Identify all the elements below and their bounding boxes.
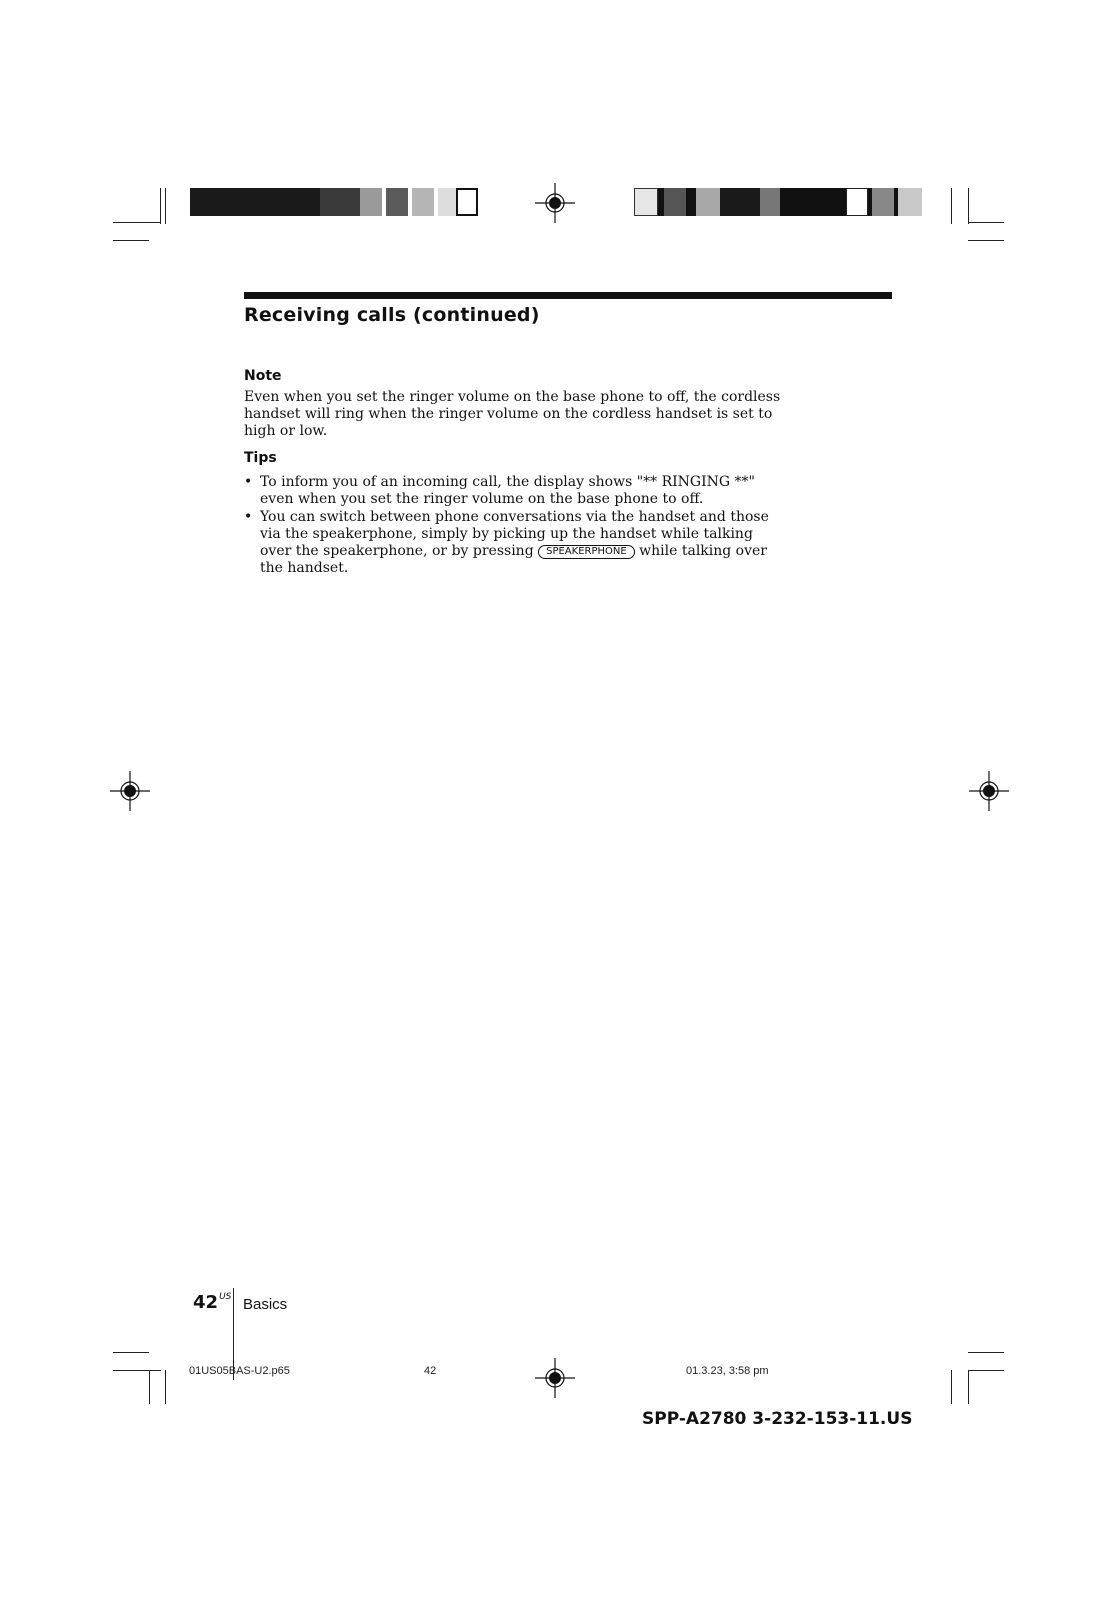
crop-mark bbox=[968, 222, 1004, 223]
registration-mark-icon bbox=[535, 183, 575, 223]
crop-mark bbox=[968, 240, 1004, 241]
note-text: Even when you set the ringer volume on the base phone to off, the cordless handset will ring when the ringer volume on the cordless handset is set to high or low. bbox=[244, 389, 781, 439]
heading-rule bbox=[244, 292, 892, 299]
crop-mark bbox=[160, 188, 161, 224]
tip-text: You can switch between phone conversations via the handset and those via the speakerphone, simply by picking up the handset while talking over the speakerphone, or by pressing bbox=[260, 509, 769, 559]
crop-mark bbox=[968, 1370, 969, 1404]
page-number bbox=[193, 1292, 231, 1313]
registration-mark-icon bbox=[535, 1358, 575, 1398]
page-number-suffix: US bbox=[219, 1292, 232, 1302]
sheet-number: 42 bbox=[424, 1365, 437, 1377]
page-title: Receiving calls (continued) bbox=[244, 304, 540, 326]
crop-mark bbox=[113, 1370, 161, 1371]
crop-mark bbox=[113, 240, 149, 241]
tip-text: while talking over the handset. bbox=[260, 543, 768, 576]
page-number-value: 42 bbox=[193, 1292, 219, 1313]
crop-mark bbox=[968, 1370, 1004, 1371]
model-code: SPP-A2780 3-232-153-11.US bbox=[642, 1409, 913, 1429]
crop-mark bbox=[968, 1352, 1004, 1353]
registration-mark-icon bbox=[969, 771, 1009, 811]
tip-text: To inform you of an incoming call, the display shows "** RINGING **" even when you set the ringer volume on the base phone to off. bbox=[260, 474, 755, 507]
crop-mark bbox=[113, 222, 161, 223]
bullet-icon: • bbox=[244, 474, 253, 490]
bullet-icon: • bbox=[244, 509, 253, 525]
crop-mark bbox=[968, 188, 969, 224]
crop-mark bbox=[165, 1370, 166, 1404]
crop-mark bbox=[165, 188, 166, 224]
crop-mark bbox=[951, 1370, 952, 1404]
registration-mark-icon bbox=[110, 771, 150, 811]
color-bar-left bbox=[190, 188, 478, 216]
color-bar-right bbox=[634, 188, 922, 216]
crop-mark bbox=[951, 188, 952, 224]
tips-list bbox=[244, 474, 784, 578]
crop-mark bbox=[113, 1352, 149, 1353]
list-item bbox=[244, 474, 784, 508]
list-item bbox=[244, 509, 784, 577]
crop-mark bbox=[149, 1370, 150, 1404]
section-label: Basics bbox=[243, 1296, 288, 1313]
timestamp: 01.3.23, 3:58 pm bbox=[686, 1365, 769, 1377]
tips-heading: Tips bbox=[244, 450, 277, 466]
note-heading: Note bbox=[244, 368, 282, 384]
file-name: 01US05BAS-U2.p65 bbox=[189, 1365, 290, 1377]
speakerphone-key: SPEAKERPHONE bbox=[538, 545, 635, 559]
